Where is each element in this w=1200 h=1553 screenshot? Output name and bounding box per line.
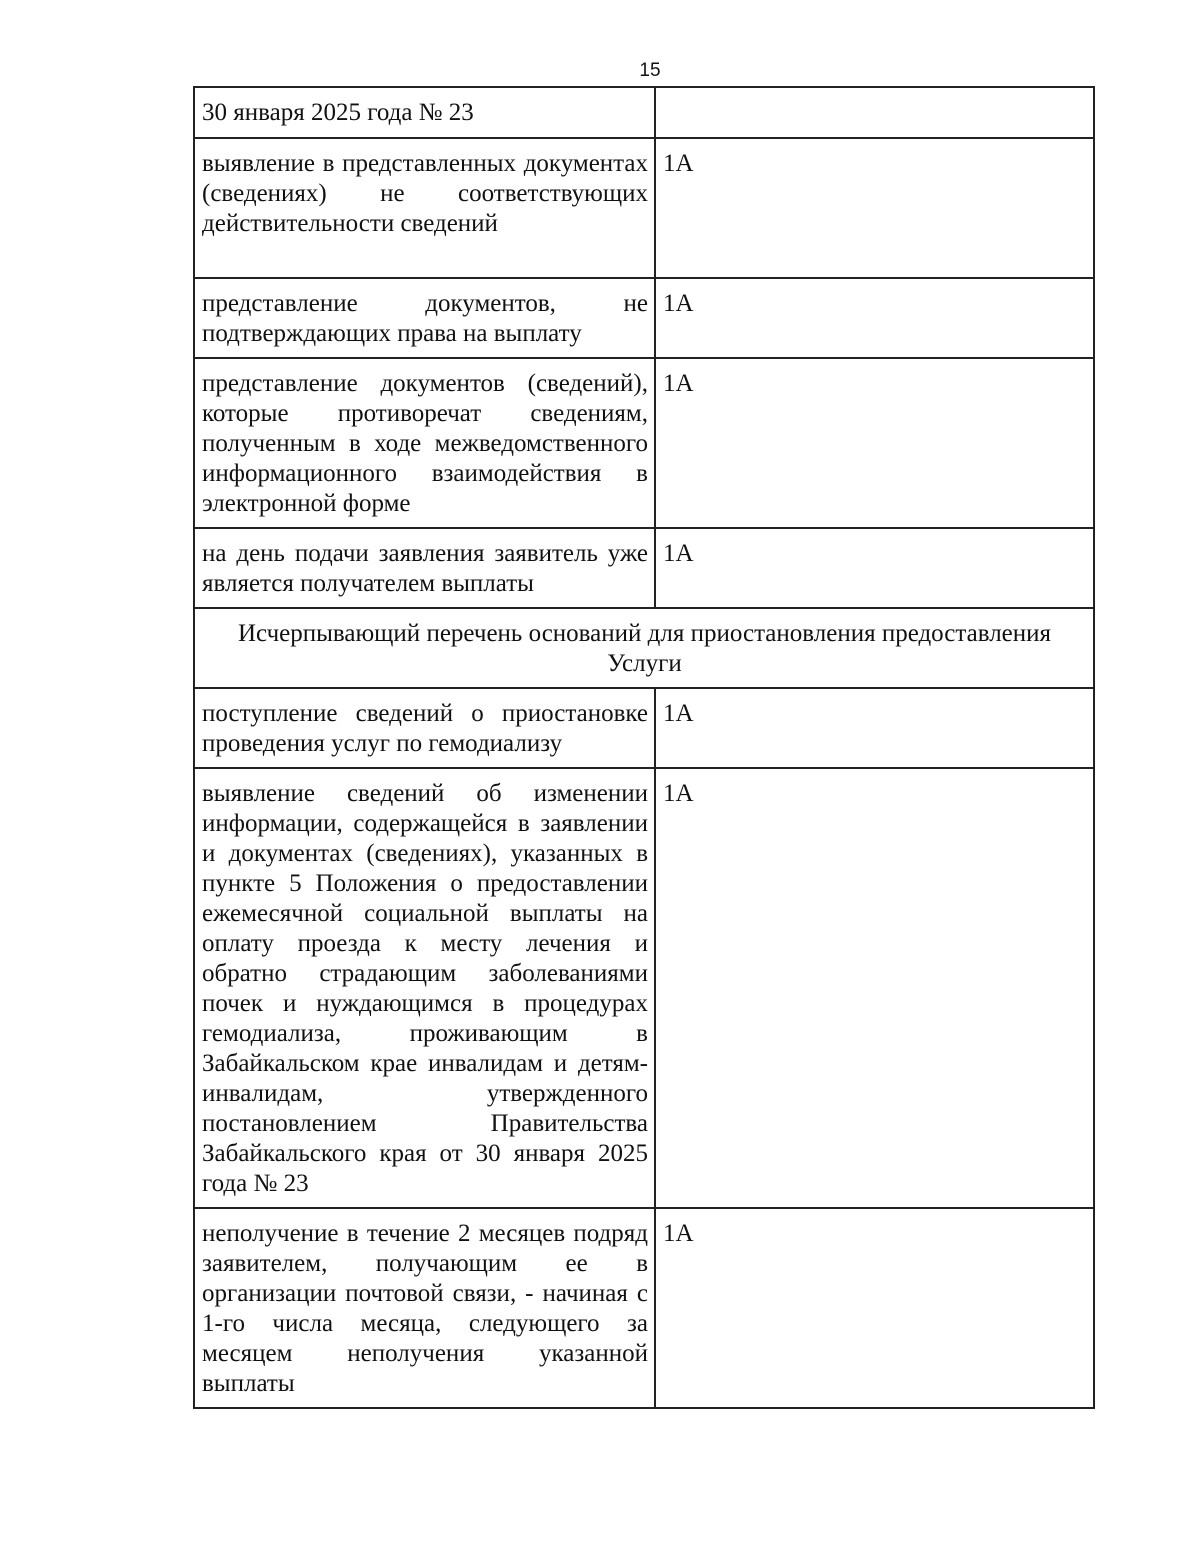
- code-cell: [655, 528, 1094, 608]
- code-cell: [655, 768, 1094, 1208]
- ground-text: неполучение в течение 2 месяцев подряд заявителем, получающим ее в организации почтовой связи, - начиная с 1-го числа месяца, следующего за месяцем неполучения указанной выплаты: [202, 1220, 648, 1397]
- code-cell: [655, 358, 1094, 528]
- ground-text-cell: [194, 138, 655, 278]
- ground-text: представление документов (сведений), которые противоречат сведениям, полученным в ходе межведомственного информационного взаимодействия в электронной форме: [202, 370, 648, 517]
- code-cell: [655, 278, 1094, 358]
- section-heading: Исчерпывающий перечень оснований для приостановления предоставления Услуги: [237, 620, 1052, 677]
- grounds-table: [193, 86, 1095, 1409]
- ground-code: 1А: [663, 700, 694, 727]
- code-cell: [655, 138, 1094, 278]
- ground-text-cell: [194, 688, 655, 768]
- table-row: [194, 1208, 1094, 1408]
- table-row: [194, 768, 1094, 1208]
- code-cell: [655, 1208, 1094, 1408]
- table-row: [194, 528, 1094, 608]
- ground-text-cell: [194, 87, 655, 138]
- table-row: [194, 358, 1094, 528]
- table-row: [194, 688, 1094, 768]
- ground-text: поступление сведений о приостановке проведения услуг по гемодиализу: [202, 700, 648, 757]
- ground-text-cell: [194, 768, 655, 1208]
- code-cell: [655, 688, 1094, 768]
- ground-text: выявление в представленных документах (сведениях) не соответствующих действительности сведений: [202, 150, 648, 237]
- table-row: [194, 138, 1094, 278]
- ground-text-cell: [194, 278, 655, 358]
- ground-text: представление документов, не подтверждающих права на выплату: [202, 290, 648, 347]
- ground-code: 1А: [663, 780, 694, 807]
- ground-text: 30 января 2025 года № 23: [202, 99, 474, 126]
- ground-code: 1А: [663, 150, 694, 177]
- ground-code: 1А: [663, 290, 694, 317]
- section-header-cell: [194, 608, 1094, 688]
- code-cell: [655, 87, 1094, 138]
- ground-text-cell: [194, 528, 655, 608]
- table-row: [194, 278, 1094, 358]
- ground-text: выявление сведений об изменении информации, содержащейся в заявлении и документах (сведениях), указанных в пункте 5 Положения о предоставлении ежемесячной социальной выплаты на оплату проезда к месту лечения и обратно страдающим заболеваниями почек и нуждающимся в процедурах гемодиализа, проживающим в Забайкальском крае инвалидам и детям-инвалидам, утвержденного постановлением Правительства Забайкальского края от 30 января 2025 года № 23: [202, 780, 648, 1197]
- ground-code: 1А: [663, 1220, 694, 1247]
- page-number: 15: [639, 60, 661, 81]
- ground-code: 1А: [663, 370, 694, 397]
- section-header-row: [194, 608, 1094, 688]
- table-row: [194, 87, 1094, 138]
- ground-text-cell: [194, 1208, 655, 1408]
- ground-text-cell: [194, 358, 655, 528]
- ground-text: на день подачи заявления заявитель уже является получателем выплаты: [202, 540, 648, 597]
- ground-code: 1А: [663, 540, 694, 567]
